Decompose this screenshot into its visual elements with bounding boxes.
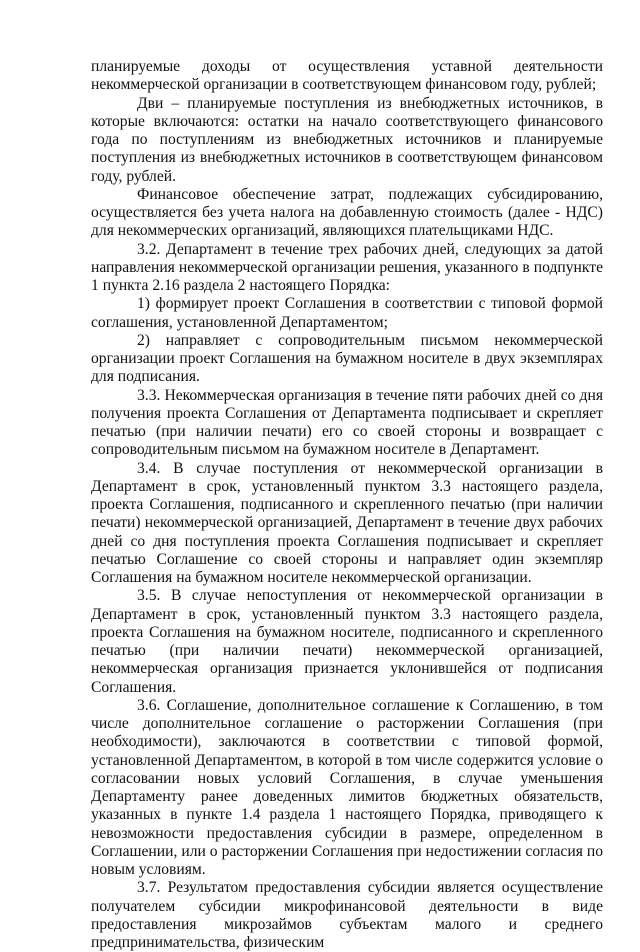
paragraph-3-2-item-1: 1) формирует проект Соглашения в соответствии с типовой формой соглашения, установленной Департаментом;: [91, 295, 603, 331]
paragraph-planned-income-continuation: планируемые доходы от осуществления уставной деятельности некоммерческой организации в соответствующем финансовом году, рублей;: [91, 58, 603, 94]
paragraph-3-2: 3.2. Департамент в течение трех рабочих дней, следующих за датой направления некоммерческой организации решения, указанного в подпункте 1 пункта 2.16 раздела 2 настоящего Порядка:: [91, 240, 603, 294]
paragraph-3-7: 3.7. Результатом предоставления субсидии является осуществление получателем субсидии микрофинансовой деятельности в виде предоставления микрозаймов субъектам малого и среднего предпринимательства, физическим: [91, 879, 603, 951]
paragraph-dvi-definition: Дви – планируемые поступления из внебюджетных источников, в которые включаются: остатки на начало соответствующего финансового года по поступлениям из внебюджетных источников и планируемые поступления из внебюджетных источников в соответствующем финансовом году, рублей.: [91, 94, 603, 185]
paragraph-3-4: 3.4. В случае поступления от некоммерческой организации в Департамент в срок, установленный пунктом 3.3 настоящего раздела, проекта Соглашения, подписанного и скрепленного печатью (при наличии печати) некоммерческой организацией, Департамент в течение двух рабочих дней со дня поступления проекта Соглашения подписывает и скрепляет печатью Соглашение со своей стороны и направляет один экземпляр Соглашения на бумажном носителе некоммерческой организации.: [91, 459, 603, 586]
document-body: [91, 58, 603, 952]
paragraph-3-3: 3.3. Некоммерческая организация в течение пяти рабочих дней со дня получения проекта Соглашения от Департамента подписывает и скрепляет печатью (при наличии печати) его со своей стороны и возвращает с сопроводительным письмом на бумажном носителе в Департамент.: [91, 386, 603, 459]
paragraph-vat-note: Финансовое обеспечение затрат, подлежащих субсидированию, осуществляется без учета налога на добавленную стоимость (далее - НДС) для некоммерческих организаций, являющихся плательщиками НДС.: [91, 185, 603, 240]
paragraph-3-6: 3.6. Соглашение, дополнительное соглашение к Соглашению, в том числе дополнительное соглашение о расторжении Соглашения (при необходимости), заключаются в соответствии с типовой формой, установленной Департаментом, в которой в том числе содержится условие о согласовании новых условий Соглашения, в случае уменьшения Департаменту ранее доведенных лимитов бюджетных обязательств, указанных в пункте 1.4 раздела 1 настоящего Порядка, приводящего к невозможности предоставления субсидии в размере, определенном в Соглашении, или о расторжении Соглашения при недостижении согласия по новым условиям.: [91, 696, 603, 878]
paragraph-3-2-item-2: 2) направляет с сопроводительным письмом некоммерческой организации проект Соглашения на бумажном носителе в двух экземплярах для подписания.: [91, 331, 603, 386]
paragraph-3-5: 3.5. В случае непоступления от некоммерческой организации в Департамент в срок, установленный пунктом 3.3 настоящего раздела, проекта Соглашения на бумажном носителе, подписанного и скрепленного печатью (при наличии печати) некоммерческой организацией, некоммерческая организация признается уклонившейся от подписания Соглашения.: [91, 587, 603, 696]
